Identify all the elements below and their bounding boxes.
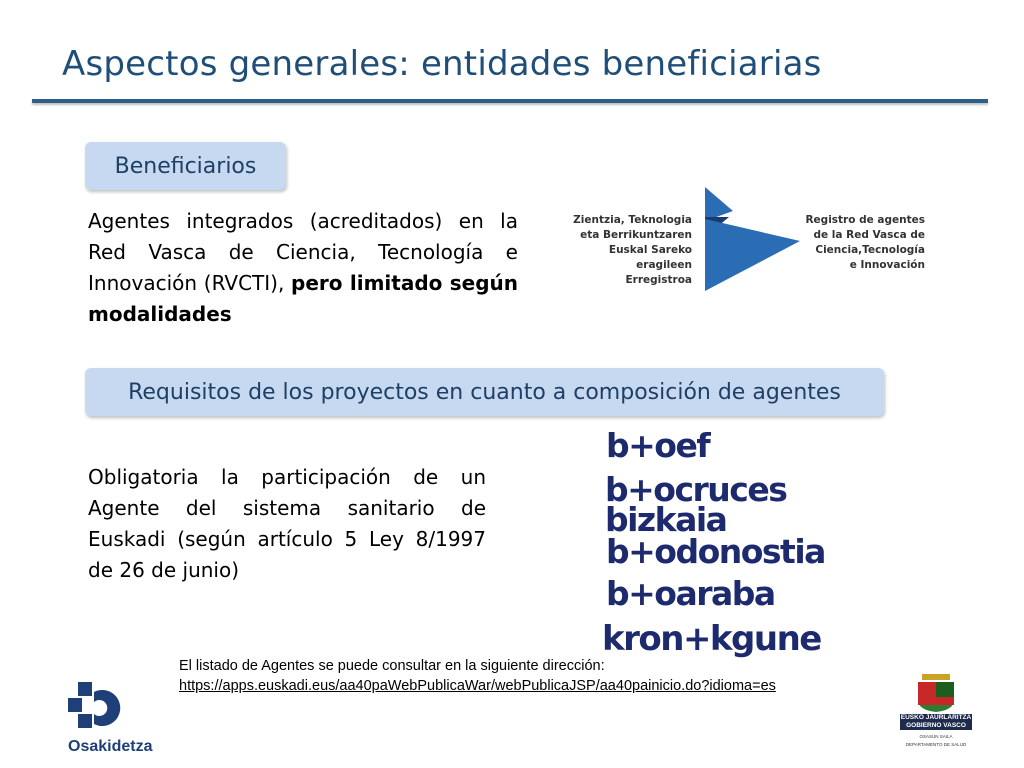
gv-line-4: DEPARTAMENTO DE SALUD [905,742,967,747]
beneficiarios-text [88,206,518,330]
beneficiarios-text-bold: pero limitado según modalidades [88,271,518,326]
registry-text-basque: Zientzia, Teknologia eta Berrikuntzaren Euskal Sareko eragileen Erregistroa [573,214,692,286]
osakidetza-name: Osakidetza [68,738,153,755]
logo-biodonostia: b+odonostia [606,532,825,571]
logo-bizkaia: bizkaia [605,500,727,539]
logo-bioaraba: b+oaraba [606,574,775,613]
logo-biocruces: b+ocruces [605,470,787,509]
footer-note-text: El listado de Agentes se puede consultar en la siguiente dirección: [179,658,605,674]
logo-kronikgune: kron+kgune [602,619,821,659]
beneficiarios-label: Beneficiarios [85,142,286,190]
footer-note [179,656,776,696]
biocruces-logo-bioef: b+oef [606,426,710,465]
gv-line-2: GOBIERNO VASCO [900,722,972,730]
slide-title: Aspectos generales: entidades beneficiarias [62,44,822,84]
registry-triangle-mark [705,187,800,295]
registry-text-spanish: Registro de agentes de la Red Vasca de Ciencia,Tecnología e Innovación [805,214,925,271]
osakidetza-logo [62,680,172,760]
agents-list-link[interactable]: https://apps.euskadi.eus/aa40paWebPublicaWar/webPublicaJSP/aa40painicio.do?idioma=es [179,678,776,694]
gv-line-1: EUSKO JAURLARITZA [900,714,972,721]
coat-of-arms-icon [900,672,972,712]
requisitos-label: Requisitos de los proyectos en cuanto a composición de agentes [85,368,884,416]
beneficiarios-text-normal: Agentes integrados (acreditados) en la Red Vasca de Ciencia, Tecnología e Innovación (RVCTI), [88,209,518,295]
rvcti-registry-logo [565,187,925,297]
requisitos-text: Obligatoria la participación de un Agente del sistema sanitario de Euskadi (según artículo 5 Ley 8/1997 de 26 de junio) [88,465,486,582]
gv-line-3: OSASUN SAILA [919,734,953,739]
osakidetza-cross-icon [68,682,128,734]
title-divider [32,99,988,103]
gobierno-vasco-logo [900,672,972,762]
